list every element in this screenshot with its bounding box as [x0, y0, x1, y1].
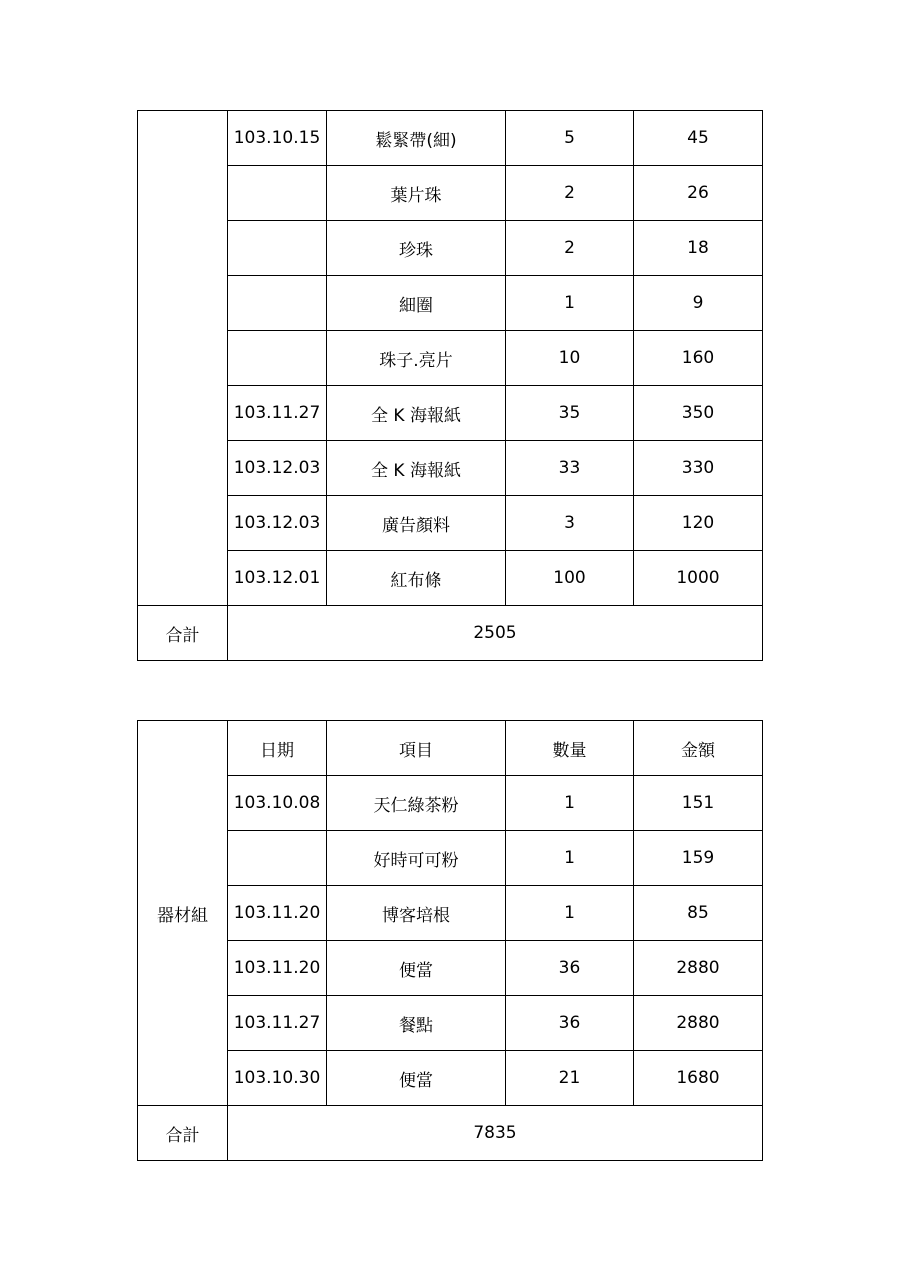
quantity-cell: 1 — [506, 776, 634, 831]
item-cell: 珍珠 — [327, 221, 506, 276]
item-cell: 細圈 — [327, 276, 506, 331]
total-value: 7835 — [228, 1106, 763, 1161]
total-value: 2505 — [228, 606, 763, 661]
table-row — [138, 831, 763, 886]
date-cell: 103.11.27 — [228, 996, 327, 1051]
total-row — [138, 1106, 763, 1161]
quantity-cell: 36 — [506, 996, 634, 1051]
date-cell: 103.11.20 — [228, 941, 327, 996]
amount-header: 金額 — [634, 721, 763, 776]
table-row — [138, 166, 763, 221]
date-cell — [228, 166, 327, 221]
amount-cell: 160 — [634, 331, 763, 386]
amount-cell: 18 — [634, 221, 763, 276]
table-row — [138, 886, 763, 941]
quantity-header: 數量 — [506, 721, 634, 776]
table-row — [138, 221, 763, 276]
item-cell: 好時可可粉 — [327, 831, 506, 886]
total-label: 合計 — [138, 606, 228, 661]
table-row — [138, 941, 763, 996]
item-cell: 廣告顏料 — [327, 496, 506, 551]
amount-cell: 120 — [634, 496, 763, 551]
equipment-group-expense-table — [137, 720, 763, 1161]
table-row — [138, 331, 763, 386]
quantity-cell: 10 — [506, 331, 634, 386]
amount-cell: 1680 — [634, 1051, 763, 1106]
table-row — [138, 276, 763, 331]
quantity-cell: 21 — [506, 1051, 634, 1106]
item-cell: 紅布條 — [327, 551, 506, 606]
group-label-cell: 器材組 — [138, 721, 228, 1106]
amount-cell: 151 — [634, 776, 763, 831]
quantity-cell: 1 — [506, 276, 634, 331]
item-cell: 便當 — [327, 1051, 506, 1106]
table-row — [138, 551, 763, 606]
quantity-cell: 1 — [506, 886, 634, 941]
quantity-cell: 36 — [506, 941, 634, 996]
table-row — [138, 111, 763, 166]
item-header: 項目 — [327, 721, 506, 776]
header-row — [138, 721, 763, 776]
date-cell — [228, 276, 327, 331]
date-cell: 103.12.03 — [228, 496, 327, 551]
quantity-cell: 5 — [506, 111, 634, 166]
item-cell: 餐點 — [327, 996, 506, 1051]
quantity-cell: 33 — [506, 441, 634, 496]
date-header: 日期 — [228, 721, 327, 776]
item-cell: 葉片珠 — [327, 166, 506, 221]
quantity-cell: 3 — [506, 496, 634, 551]
item-cell: 全 K 海報紙 — [327, 386, 506, 441]
date-cell: 103.11.20 — [228, 886, 327, 941]
table-row — [138, 776, 763, 831]
amount-cell: 1000 — [634, 551, 763, 606]
total-label: 合計 — [138, 1106, 228, 1161]
item-cell: 鬆緊帶(細) — [327, 111, 506, 166]
table-row — [138, 996, 763, 1051]
quantity-cell: 100 — [506, 551, 634, 606]
amount-cell: 350 — [634, 386, 763, 441]
amount-cell: 9 — [634, 276, 763, 331]
item-cell: 天仁綠茶粉 — [327, 776, 506, 831]
amount-cell: 85 — [634, 886, 763, 941]
item-cell: 全 K 海報紙 — [327, 441, 506, 496]
quantity-cell: 2 — [506, 166, 634, 221]
date-cell: 103.11.27 — [228, 386, 327, 441]
date-cell: 103.10.08 — [228, 776, 327, 831]
expense-table-continued — [137, 110, 763, 661]
table-row — [138, 441, 763, 496]
date-cell: 103.10.30 — [228, 1051, 327, 1106]
date-cell — [228, 331, 327, 386]
amount-cell: 159 — [634, 831, 763, 886]
item-cell: 便當 — [327, 941, 506, 996]
amount-cell: 2880 — [634, 941, 763, 996]
date-cell: 103.12.03 — [228, 441, 327, 496]
total-row — [138, 606, 763, 661]
quantity-cell: 35 — [506, 386, 634, 441]
amount-cell: 330 — [634, 441, 763, 496]
item-cell: 珠子.亮片 — [327, 331, 506, 386]
amount-cell: 26 — [634, 166, 763, 221]
table-row — [138, 386, 763, 441]
amount-cell: 2880 — [634, 996, 763, 1051]
amount-cell: 45 — [634, 111, 763, 166]
table-row — [138, 1051, 763, 1106]
table-row — [138, 496, 763, 551]
quantity-cell: 2 — [506, 221, 634, 276]
item-cell: 博客培根 — [327, 886, 506, 941]
date-cell: 103.10.15 — [228, 111, 327, 166]
date-cell — [228, 831, 327, 886]
quantity-cell: 1 — [506, 831, 634, 886]
date-cell — [228, 221, 327, 276]
date-cell: 103.12.01 — [228, 551, 327, 606]
group-label-cell — [138, 111, 228, 606]
